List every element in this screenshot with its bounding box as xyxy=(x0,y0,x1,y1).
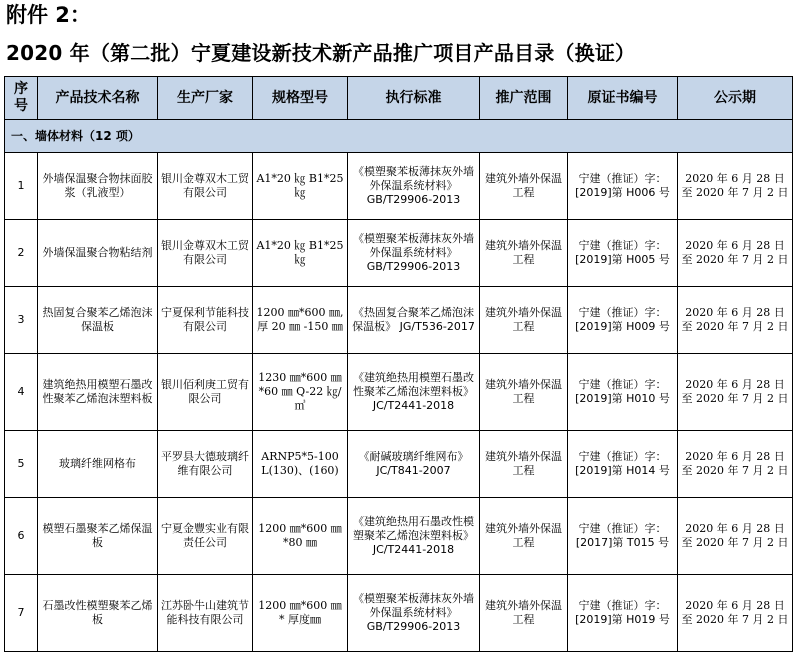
row-spec: 1200 ㎜*600 ㎜,厚 20 ㎜ -150 ㎜ xyxy=(253,287,348,354)
row-scope: 建筑外墙外保温工程 xyxy=(480,220,568,287)
table-row xyxy=(5,220,793,287)
row-period: 2020 年 6 月 28 日至 2020 年 7 月 2 日 xyxy=(678,287,793,354)
attachment-label: 附件 2： xyxy=(6,3,91,27)
col-header-name: 产品技术名称 xyxy=(38,77,158,120)
table-row xyxy=(5,498,793,575)
row-standard: 《模塑聚苯板薄抹灰外墙外保温系统材料》 GB/T29906-2013 xyxy=(348,153,480,220)
row-name: 玻璃纤维网格布 xyxy=(38,431,158,498)
row-maker: 银川金尊双木工贸有限公司 xyxy=(158,220,253,287)
row-spec: 1200 ㎜*600 ㎜* 厚度㎜ xyxy=(253,575,348,652)
row-maker: 平罗县大德玻璃纤维有限公司 xyxy=(158,431,253,498)
table-row xyxy=(5,354,793,431)
row-spec: A1*20 ㎏ B1*25 ㎏ xyxy=(253,220,348,287)
row-maker: 银川佰利庚工贸有限公司 xyxy=(158,354,253,431)
row-scope: 建筑外墙外保温工程 xyxy=(480,498,568,575)
row-scope: 建筑外墙外保温工程 xyxy=(480,153,568,220)
row-cert: 宁建（推证）字：[2017]第 T015 号 xyxy=(568,498,678,575)
col-header-cert: 原证书编号 xyxy=(568,77,678,120)
row-scope: 建筑外墙外保温工程 xyxy=(480,575,568,652)
row-no: 2 xyxy=(5,220,38,287)
table-header-row xyxy=(5,77,793,120)
row-no: 6 xyxy=(5,498,38,575)
row-name: 热固复合聚苯乙烯泡沫保温板 xyxy=(38,287,158,354)
row-spec: A1*20 ㎏ B1*25 ㎏ xyxy=(253,153,348,220)
col-header-scope: 推广范围 xyxy=(480,77,568,120)
row-name: 外墙保温聚合物粘结剂 xyxy=(38,220,158,287)
row-name: 石墨改性模塑聚苯乙烯板 xyxy=(38,575,158,652)
row-maker: 江苏卧牛山建筑节能科技有限公司 xyxy=(158,575,253,652)
row-period: 2020 年 6 月 28 日至 2020 年 7 月 2 日 xyxy=(678,220,793,287)
row-name: 外墙保温聚合物抹面胶浆（乳液型） xyxy=(38,153,158,220)
table-row xyxy=(5,575,793,652)
row-cert: 宁建（推证）字：[2019]第 H010 号 xyxy=(568,354,678,431)
row-cert: 宁建（推证）字：[2019]第 H009 号 xyxy=(568,287,678,354)
product-catalog-table xyxy=(4,76,793,652)
row-period: 2020 年 6 月 28 日至 2020 年 7 月 2 日 xyxy=(678,498,793,575)
row-cert: 宁建（推证）字：[2019]第 H014 号 xyxy=(568,431,678,498)
row-spec: 1200 ㎜*600 ㎜*80 ㎜ xyxy=(253,498,348,575)
row-spec: 1230 ㎜*600 ㎜*60 ㎜ Q-22 ㎏/㎥ xyxy=(253,354,348,431)
row-maker: 宁夏保利节能科技有限公司 xyxy=(158,287,253,354)
row-no: 3 xyxy=(5,287,38,354)
row-standard: 《模塑聚苯板薄抹灰外墙外保温系统材料》 GB/T29906-2013 xyxy=(348,575,480,652)
row-scope: 建筑外墙外保温工程 xyxy=(480,354,568,431)
row-spec: ARNP5*5-100 L(130)、(160) xyxy=(253,431,348,498)
row-cert: 宁建（推证）字：[2019]第 H019 号 xyxy=(568,575,678,652)
row-standard: 《模塑聚苯板薄抹灰外墙外保温系统材料》 GB/T29906-2013 xyxy=(348,220,480,287)
row-standard: 《建筑绝热用石墨改性模塑聚苯乙烯泡沫塑料板》 JC/T2441-2018 xyxy=(348,498,480,575)
row-period: 2020 年 6 月 28 日至 2020 年 7 月 2 日 xyxy=(678,354,793,431)
row-period: 2020 年 6 月 28 日至 2020 年 7 月 2 日 xyxy=(678,153,793,220)
table-row xyxy=(5,431,793,498)
row-name: 模塑石墨聚苯乙烯保温板 xyxy=(38,498,158,575)
row-no: 7 xyxy=(5,575,38,652)
row-scope: 建筑外墙外保温工程 xyxy=(480,431,568,498)
row-no: 1 xyxy=(5,153,38,220)
row-maker: 宁夏金豐实业有限责任公司 xyxy=(158,498,253,575)
col-header-spec: 规格型号 xyxy=(253,77,348,120)
col-header-period: 公示期 xyxy=(678,77,793,120)
col-header-maker: 生产厂家 xyxy=(158,77,253,120)
table-row xyxy=(5,153,793,220)
row-standard: 《耐碱玻璃纤维网布》 JC/T841-2007 xyxy=(348,431,480,498)
col-header-no: 序号 xyxy=(5,77,38,120)
row-maker: 银川金尊双木工贸有限公司 xyxy=(158,153,253,220)
document-title: 2020 年（第二批）宁夏建设新技术新产品推广项目产品目录（换证） xyxy=(6,41,636,65)
row-name: 建筑绝热用模塑石墨改性聚苯乙烯泡沫塑料板 xyxy=(38,354,158,431)
section-row xyxy=(5,120,793,153)
row-standard: 《热固复合聚苯乙烯泡沫保温板》 JG/T536-2017 xyxy=(348,287,480,354)
row-cert: 宁建（推证）字：[2019]第 H006 号 xyxy=(568,153,678,220)
row-no: 4 xyxy=(5,354,38,431)
table-row xyxy=(5,287,793,354)
row-cert: 宁建（推证）字：[2019]第 H005 号 xyxy=(568,220,678,287)
row-standard: 《建筑绝热用模塑石墨改性聚苯乙烯泡沫塑料板》 JC/T2441-2018 xyxy=(348,354,480,431)
row-scope: 建筑外墙外保温工程 xyxy=(480,287,568,354)
row-period: 2020 年 6 月 28 日至 2020 年 7 月 2 日 xyxy=(678,431,793,498)
col-header-standard: 执行标准 xyxy=(348,77,480,120)
section-label: 一、墙体材料（12 项） xyxy=(5,120,793,153)
row-period: 2020 年 6 月 28 日至 2020 年 7 月 2 日 xyxy=(678,575,793,652)
row-no: 5 xyxy=(5,431,38,498)
